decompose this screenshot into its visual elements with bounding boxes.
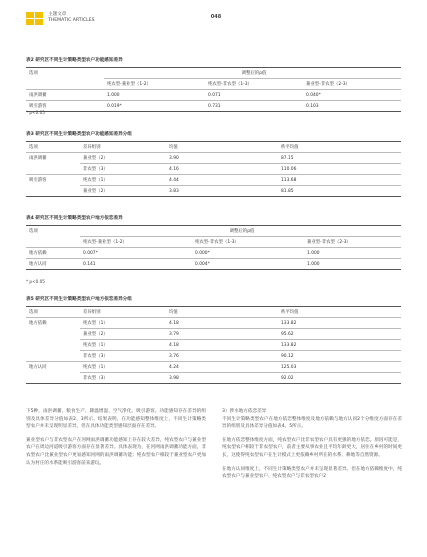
table3-head-rank: 秩平均值 xyxy=(278,142,401,153)
table-cell: 纯农型（1） xyxy=(80,362,166,373)
body-right-column xyxy=(222,408,402,550)
table-row xyxy=(26,373,401,384)
table-cell: 非农型（3） xyxy=(80,351,166,362)
table-row xyxy=(26,329,401,340)
table2-note: * p<0.05 xyxy=(26,110,45,115)
table-cell: 3.90 xyxy=(166,153,278,164)
table-cell: 110.06 xyxy=(278,164,401,175)
body-paragraph: 不同生计策略类型农户在地方依恋整体维度及地方依赖与地方认同2个分维度方面存在差异的组别及具体差异分值如表4、5所示。 xyxy=(222,416,402,430)
table4-note: * p<0.05 xyxy=(26,279,45,284)
body-left-column xyxy=(26,408,206,473)
body-paragraph: 在地方认同维度上，不同生计策略类型农户并未呈现显著差异。但在地方依赖维度中，纯农型农户与兼业型农户、纯农型农户与非农型农户2 xyxy=(222,466,402,480)
table-cell: 0.007* xyxy=(80,248,192,259)
table-row xyxy=(26,186,401,197)
table-cell: 4.24 xyxy=(166,362,278,373)
table-row xyxy=(26,259,401,270)
table-cell: 4.16 xyxy=(166,164,278,175)
table-row xyxy=(26,362,401,373)
table-cell: 133.82 xyxy=(278,340,401,351)
table2-head-pvalue: 调整后的p值 xyxy=(104,68,401,79)
table4-subhead-2-3: 兼业型-非农型（2-3） xyxy=(304,237,401,248)
table-row xyxy=(26,248,401,259)
table-cell: 4.44 xyxy=(166,175,278,186)
table-cell: 地方认同 xyxy=(26,259,80,270)
table-cell: 3.76 xyxy=(166,351,278,362)
table4-head-pvalue: 调整后的p值 xyxy=(80,226,401,237)
table-cell: 纯农型（1） xyxy=(80,318,166,329)
table-row xyxy=(26,153,401,164)
table-cell: 0.141 xyxy=(80,259,192,270)
table5-head-group: 差异组别 xyxy=(80,307,166,318)
table2-subhead-1-3: 纯农型-非农型（1-3） xyxy=(205,79,303,90)
body-paragraph: 在地方依恋整体维度方面，纯农型农户比非农型农户具有更强的地方依恋。原因可能是，纯农型农户相较于非农型农户，前者主要从事农业且平均年龄更大，居住在乡村的时间更长，这使得纯农型农户在生计模式上更依赖乡村所在的水系、耕地等自然资源。 xyxy=(222,437,402,458)
body-paragraph: 下5种，雨洪调蓄、粮食生产、降温增湿、空气净化、吸引游客。功能感知存在差异的组别及具体差异分值如表2、3所示。结果表明，在功能感知整体维度上，不同生计策略类型农户并未呈现明显差异，但在具体功能类型感知层面存在差异。 xyxy=(26,409,206,430)
table-cell: 4.18 xyxy=(166,318,278,329)
table-cell xyxy=(26,351,80,362)
table-cell xyxy=(26,186,80,197)
table-cell xyxy=(26,164,80,175)
table2-head-option: 选项 xyxy=(26,68,104,79)
table-cell: 纯农型（1） xyxy=(80,340,166,351)
table-cell: 吸引游客 xyxy=(26,101,104,112)
table-cell: 兼业型（2） xyxy=(80,186,166,197)
table-cell: 地方依赖 xyxy=(26,318,80,329)
table-cell: 3.79 xyxy=(166,329,278,340)
table-row xyxy=(26,101,401,112)
table4-head-option: 选项 xyxy=(26,226,80,237)
table-cell xyxy=(26,340,80,351)
table-cell: 4.18 xyxy=(166,340,278,351)
table-cell: 雨洪调蓄 xyxy=(26,153,80,164)
table-cell: 81.85 xyxy=(278,186,401,197)
table-cell: 吸引游客 xyxy=(26,175,80,186)
table2-title: 表2 研究区不同生计策略类型农户功能感知差异 xyxy=(26,58,123,63)
table-cell: 地方依赖 xyxy=(26,248,80,259)
table-cell: 纯农型（1） xyxy=(80,175,166,186)
table2-subhead-2-3: 兼业型-非农型（2-3） xyxy=(303,79,401,90)
table-cell: 兼业型（2） xyxy=(80,153,166,164)
body-paragraph: 兼业型农户与非农型农户在河网雨洪调蓄功能感知上存在较大差异，纯农型农户与兼业型农户在周边河道吸引游客方面存在显著差异。具体表现为，在河网雨洪调蓄功能方面，非农型农户比兼业型农户更易感知河网的雨洪调蓄功能；纯农型农户相较于兼业型农户更加认为村庄的水系能吸引游客前来游玩。 xyxy=(26,437,206,466)
table4-subhead-empty xyxy=(26,237,80,248)
table-cell: 非农型（3） xyxy=(80,164,166,175)
table-cell: 1.000 xyxy=(304,248,401,259)
table-cell: 3.83 xyxy=(166,186,278,197)
table-cell: 90.12 xyxy=(278,351,401,362)
table-cell: 125.03 xyxy=(278,362,401,373)
table5-head-option: 选项 xyxy=(26,307,80,318)
table-row xyxy=(26,318,401,329)
table4-title: 表4 研究区不同生计策略类型农户地方依恋差异 xyxy=(26,216,123,221)
table-row xyxy=(26,175,401,186)
table3-head-option: 选项 xyxy=(26,142,80,153)
table-row xyxy=(26,340,401,351)
brand-line-cn: 主题文章 xyxy=(48,12,67,17)
table3 xyxy=(26,141,401,197)
table4-subhead-1-3: 纯农型-非农型（1-3） xyxy=(192,237,304,248)
table-cell: 133.82 xyxy=(278,318,401,329)
brand-line-en: THEMATIC ARTICLES xyxy=(48,18,95,23)
page-number: 048 xyxy=(210,14,222,20)
table-cell: 0.019* xyxy=(104,101,205,112)
table-row xyxy=(26,90,401,101)
table2 xyxy=(26,67,401,112)
table5-title: 表5 研究区不同生计策略类型农户地方依恋差异分组 xyxy=(26,297,132,302)
section-heading: 3）涉水地方依恋差异 xyxy=(222,409,267,414)
table-cell: 0.040* xyxy=(303,90,401,101)
table3-head-mean: 均值 xyxy=(166,142,278,153)
table-cell: 0.103 xyxy=(303,101,401,112)
table-cell: 0.004* xyxy=(192,259,304,270)
table-cell xyxy=(26,373,80,384)
table-cell: 87.15 xyxy=(278,153,401,164)
table-cell: 0.000* xyxy=(192,248,304,259)
table-cell: 非农型（3） xyxy=(80,373,166,384)
table5-head-rank: 秩平均值 xyxy=(278,307,401,318)
table-cell: 113.68 xyxy=(278,175,401,186)
table3-head-group: 差异组别 xyxy=(80,142,166,153)
table4-subhead-1-2: 纯农型-兼业型（1-2） xyxy=(80,237,192,248)
table-row xyxy=(26,351,401,362)
table-cell xyxy=(26,329,80,340)
table2-subhead-1-2: 纯农型-兼业型（1-2） xyxy=(104,79,205,90)
table-cell: 雨洪调蓄 xyxy=(26,90,104,101)
table-cell: 1.000 xyxy=(304,259,401,270)
table-cell: 95.62 xyxy=(278,329,401,340)
table5 xyxy=(26,306,401,384)
table-cell: 地方认同 xyxy=(26,362,80,373)
table-cell: 0.731 xyxy=(205,101,303,112)
table-cell: 兼业型（2） xyxy=(80,329,166,340)
table-cell: 1.000 xyxy=(104,90,205,101)
table2-subhead-empty xyxy=(26,79,104,90)
table5-head-mean: 均值 xyxy=(166,307,278,318)
table-cell: 92.02 xyxy=(278,373,401,384)
table4 xyxy=(26,225,401,270)
table-cell: 3.98 xyxy=(166,373,278,384)
page-header xyxy=(26,12,406,30)
table3-title: 表3 研究区不同生计策略类型农户功能感知差异分组 xyxy=(26,132,132,137)
table-cell: 0.071 xyxy=(205,90,303,101)
table-row xyxy=(26,164,401,175)
